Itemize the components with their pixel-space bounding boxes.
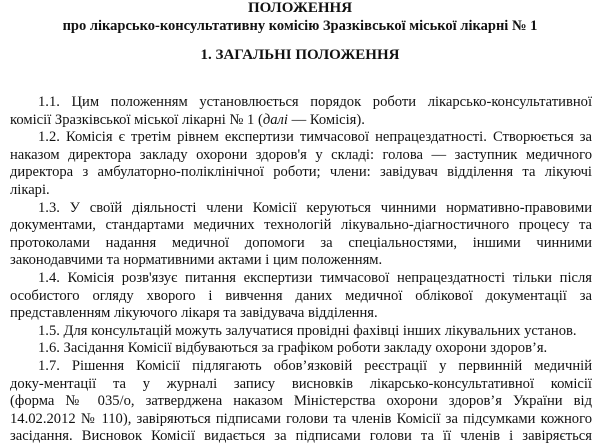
text-line: наказом директора закладу охорони здоров'я у складі: голова — заступник медичного <box>10 146 592 163</box>
text-line: законодавчими та нормативними актами і цим положенням. <box>10 252 383 269</box>
text-line <box>10 112 592 130</box>
text-line: представленням лікуючого лікаря та завідувача відділення. <box>10 305 378 322</box>
text-line: засідання. Висновок Комісії видається за підписами голови та її членів і завіряється <box>10 428 592 445</box>
text-line: 1.2. Комісія є третім рівнем експертизи тимчасової непрацездатності. Створюється за <box>38 129 592 146</box>
section-heading: 1. ЗАГАЛЬНІ ПОЛОЖЕННЯ <box>200 47 400 63</box>
text-fragment: комісії Зразківської міської лікарні № 1 ( <box>10 111 263 128</box>
italic-term: далі <box>262 111 288 128</box>
text-line: особистого огляду хворого і вивчення даних медичної облікової документації за <box>10 287 592 304</box>
text-line: лікарі. <box>10 181 50 198</box>
text-line: (форма № 035/о, затверджена наказом Міністерства охорони здоров’я України від <box>10 393 592 410</box>
text-line: доку-ментації та у журналі запису висновків лікарсько-консультативної комісії <box>10 375 592 392</box>
text-line: 14.02.2012 № 110), завіряються підписами голови та членів Комісії за підсумками кожного <box>10 410 592 427</box>
text-fragment: — Комісія). <box>287 111 365 128</box>
paragraph-1-7 <box>10 358 592 446</box>
text-line: протоколами надання медичної допомоги за спеціальностями, іншими чинними <box>10 234 592 251</box>
document-body <box>10 94 592 446</box>
paragraph-1-2 <box>10 129 592 199</box>
paragraph-1-6 <box>10 340 592 358</box>
text-line: 1.5. Для консультацій можуть залучатися провідні фахівці інших лікувальних установ. <box>38 322 577 339</box>
text-line: 1.3. У своїй діяльності члени Комісії керуються чинними нормативно-правовими <box>38 199 592 216</box>
paragraph-1-5 <box>10 323 592 341</box>
paragraph-1-4 <box>10 270 592 323</box>
paragraph-1-3 <box>10 200 592 270</box>
text-line: документами, стандартами медичних технологій лікувально-діагностичного процесу та <box>10 217 592 234</box>
text-line: 1.7. Рішення Комісії підлягають обов’язковій реєстрації у первинній медичній <box>38 357 592 374</box>
text-line: 1.1. Цим положенням установлюється порядок роботи лікарсько-консультативної <box>38 94 592 110</box>
document-title: ПОЛОЖЕННЯ <box>247 0 353 16</box>
paragraph-1-1 <box>10 94 592 129</box>
text-line: 1.4. Комісія розв'язує питання експертизи тимчасової непрацездатності тільки після <box>38 269 592 286</box>
text-line: 1.6. Засідання Комісії відбуваються за графіком роботи закладу охорони здоров’я. <box>38 340 548 357</box>
text-line: директора з амбулаторно-поліклінічної роботи; члени: завідувач відділення та лікуючі <box>10 164 592 181</box>
document-subtitle: про лікарсько-консультативну комісію Зразківської міської лікарні № 1 <box>62 18 538 34</box>
